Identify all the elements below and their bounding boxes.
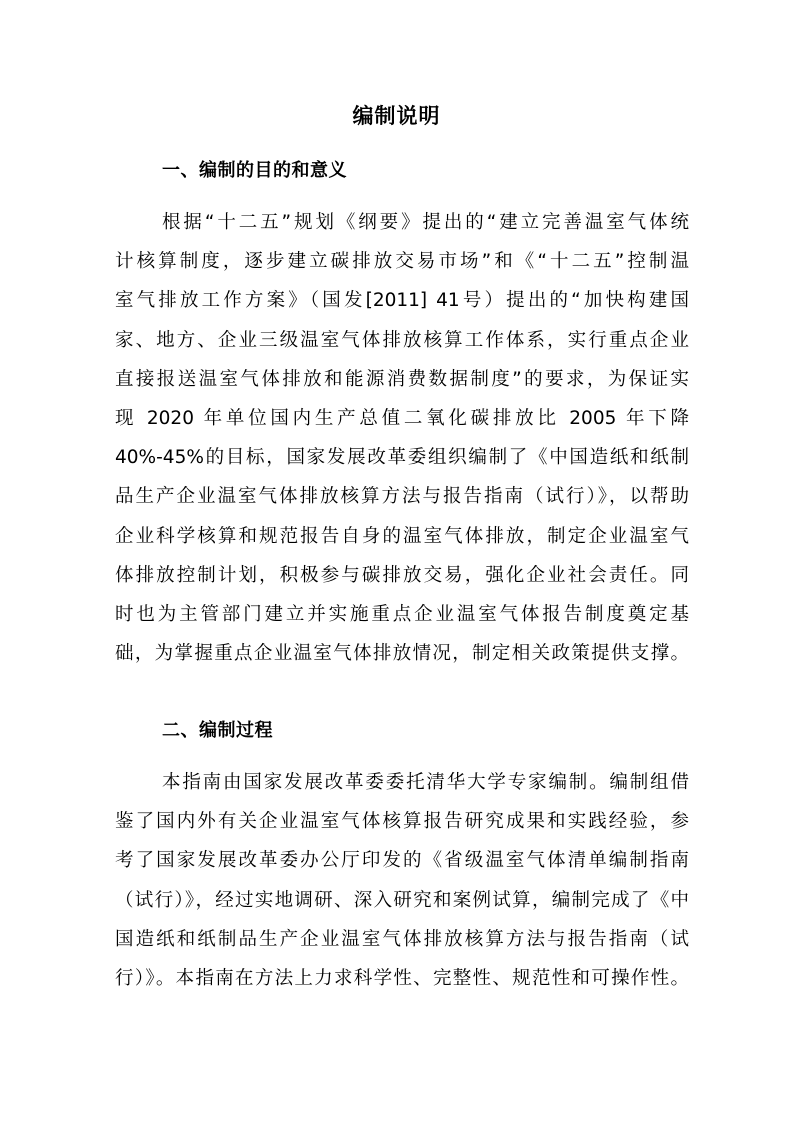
paragraph-line: 家、地方、企业三级温室气体排放核算工作体系，实行重点企业 bbox=[115, 329, 689, 351]
paragraph-line: 根据“十二五”规划《纲要》提出的“建立完善温室气体统 bbox=[162, 212, 689, 233]
paragraph-line: 国造纸和纸制品生产企业温室气体排放核算方法与报告指南（试 bbox=[115, 928, 689, 950]
paragraph-line: 体排放控制计划，积极参与碳排放交易，强化企业社会责任。同 bbox=[115, 564, 689, 586]
section-paragraph-process bbox=[115, 763, 689, 998]
paragraph-line: 行）》。本指南在方法上力求科学性、完整性、规范性和可操作性。 bbox=[115, 967, 689, 989]
paragraph-line: 计核算制度，逐步建立碳排放交易市场”和《“十二五”控制温 bbox=[115, 251, 689, 273]
paragraph-line: 40%-45%的目标，国家发展改革委组织编制了《中国造纸和纸制 bbox=[115, 447, 689, 469]
paragraph-line: 本指南由国家发展改革委委托清华大学专家编制。编制组借 bbox=[162, 772, 689, 793]
paragraph-line: 时也为主管部门建立并实施重点企业温室气体报告制度奠定基 bbox=[115, 603, 689, 625]
paragraph-line: 考了国家发展改革委办公厅印发的《省级温室气体清单编制指南 bbox=[115, 850, 689, 872]
paragraph-line: （试行）》，经过实地调研、深入研究和案例试算，编制完成了《中 bbox=[115, 889, 689, 911]
paragraph-line: 础，为掌握重点企业温室气体排放情况，制定相关政策提供支撑。 bbox=[115, 643, 689, 665]
paragraph-line: 企业科学核算和规范报告自身的温室气体排放，制定企业温室气 bbox=[115, 525, 689, 547]
section-heading-purpose: 一、编制的目的和意义 bbox=[162, 160, 347, 181]
section-heading-process: 二、编制过程 bbox=[162, 720, 273, 741]
document-title: 编制说明 bbox=[352, 104, 441, 128]
paragraph-line: 品生产企业温室气体排放核算方法与报告指南（试行）》，以帮助 bbox=[115, 486, 689, 508]
paragraph-line: 现 2020 年单位国内生产总值二氧化碳排放比 2005 年下降 bbox=[115, 407, 689, 429]
paragraph-line: 室气排放工作方案》（国发[2011] 41号）提出的“加快构建国 bbox=[115, 290, 689, 312]
paragraph-line: 直接报送温室气体排放和能源消费数据制度”的要求，为保证实 bbox=[115, 368, 689, 390]
section-paragraph-purpose bbox=[115, 203, 689, 673]
paragraph-line: 鉴了国内外有关企业温室气体核算报告研究成果和实践经验，参 bbox=[115, 811, 689, 833]
